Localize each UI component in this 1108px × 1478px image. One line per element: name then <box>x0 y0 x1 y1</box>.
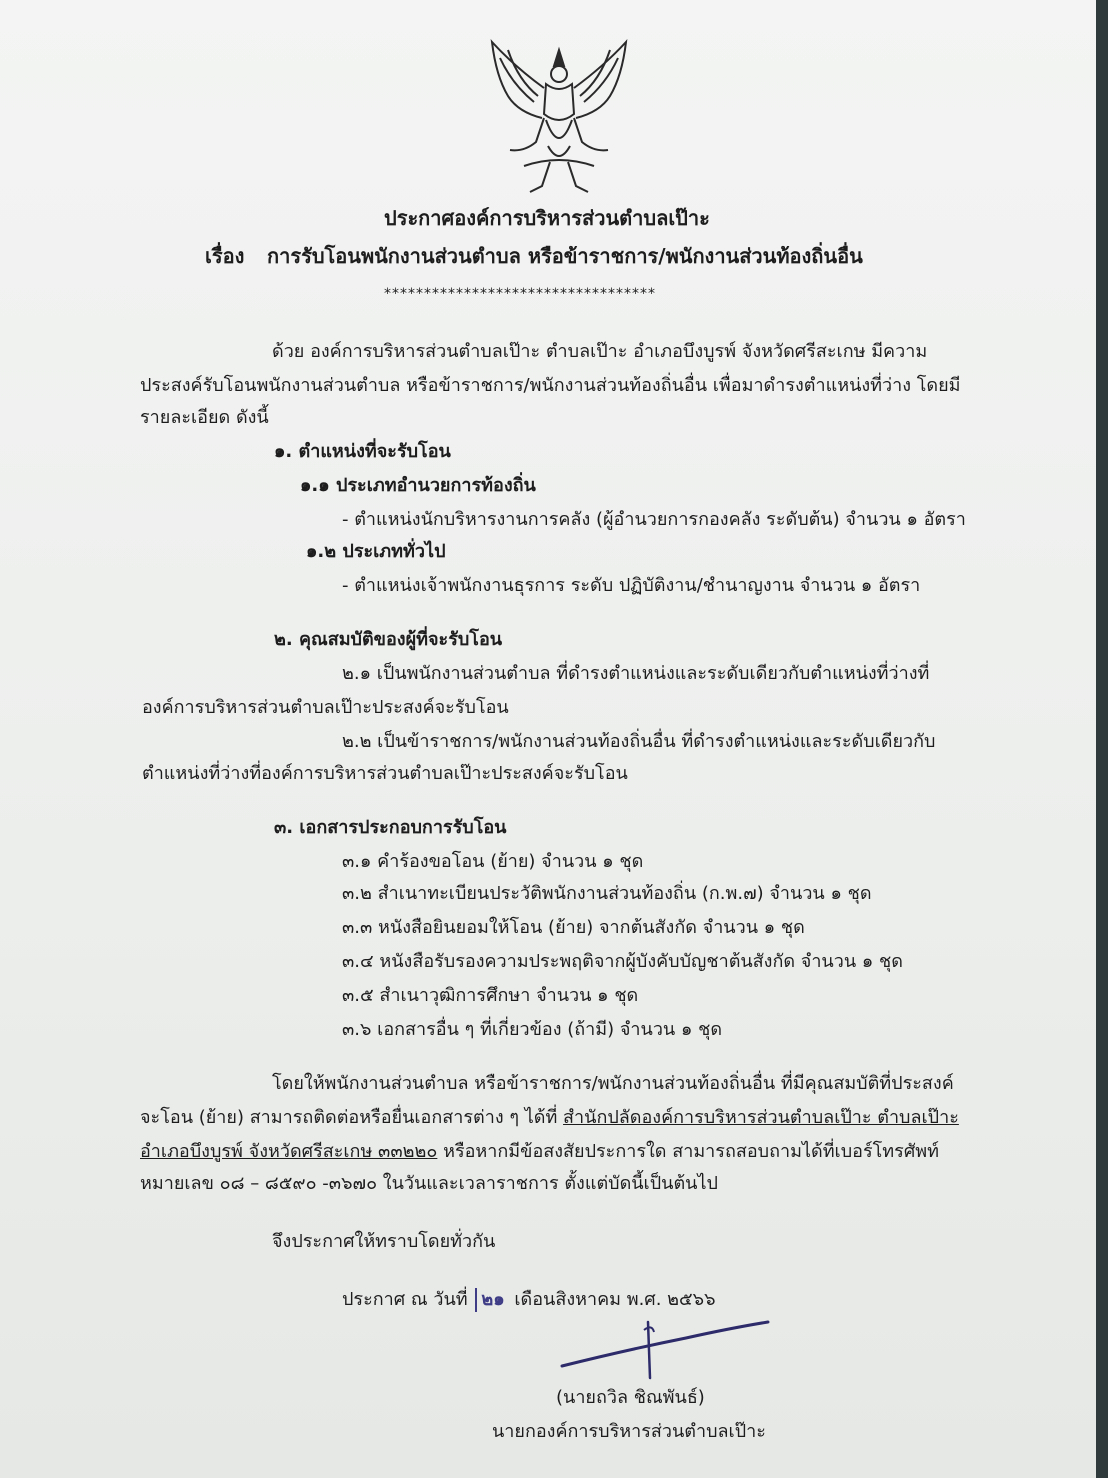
closing-line-1: โดยให้พนักงานส่วนตำบล หรือข้าราชการ/พนักงานส่วนท้องถิ่นอื่น ที่มีคุณสมบัติที่ประสงค์ <box>272 1073 954 1094</box>
section-2-2-line-2: ตำแหน่งที่ว่างที่องค์การบริหารส่วนตำบลเป๊าะประสงค์จะรับโอน <box>142 763 628 784</box>
closing-line-2 <box>140 1106 959 1130</box>
office-address-part-1: สำนักปลัดองค์การบริหารส่วนตำบลเป๊าะ ตำบลเป๊าะ <box>563 1107 959 1128</box>
office-address-part-2: อำเภอบึงบูรพ์ จังหวัดศรีสะเกษ ๓๓๒๒๐ <box>140 1141 438 1162</box>
intro-line-1: ด้วย องค์การบริหารส่วนตำบลเป๊าะ ตำบลเป๊าะ อำเภอบึงบูรพ์ จังหวัดศรีสะเกษ มีความ <box>272 341 928 362</box>
document-item: ๓.๒ สำเนาทะเบียนประวัติพนักงานส่วนท้องถิ่น (ก.พ.๗) จำนวน ๑ ชุด <box>342 883 872 904</box>
section-1-heading: ๑. ตำแหน่งที่จะรับโอน <box>274 441 451 462</box>
signatory-position: นายกองค์การบริหารส่วนตำบลเป๊าะ <box>492 1421 766 1442</box>
subject-prefix: เรื่อง <box>205 244 245 268</box>
signature-mark <box>556 1316 776 1386</box>
date-prefix: ประกาศ ณ วันที่ <box>342 1289 468 1310</box>
date-suffix: เดือนสิงหาคม พ.ศ. ๒๕๖๖ <box>514 1289 716 1310</box>
section-2-1-line-2: องค์การบริหารส่วนตำบลเป๊าะประสงค์จะรับโอน <box>142 697 509 718</box>
section-1-2-item: - ตำแหน่งเจ้าพนักงานธุรการ ระดับ ปฏิบัติงาน/ชำนาญงาน จำนวน ๑ อัตรา <box>342 575 921 596</box>
date-day-handwritten: ๒๑ <box>475 1288 508 1312</box>
document-item: ๓.๓ หนังสือยินยอมให้โอน (ย้าย) จากต้นสังกัด จำนวน ๑ ชุด <box>342 917 805 938</box>
page-title: ประกาศองค์การบริหารส่วนตำบลเป๊าะ <box>384 206 710 230</box>
section-2-1-line-1: ๒.๑ เป็นพนักงานส่วนตำบล ที่ดำรงตำแหน่งและระดับเดียวกับตำแหน่งที่ว่างที่ <box>342 663 930 684</box>
section-1-1-item: - ตำแหน่งนักบริหารงานการคลัง (ผู้อำนวยการกองคลัง ระดับต้น) จำนวน ๑ อัตรา <box>342 509 966 530</box>
closing-line-4: หมายเลข ๐๘ – ๘๕๙๐ -๓๖๗๐ ในวันและเวลาราชการ ตั้งแต่บัดนี้เป็นต้นไป <box>140 1173 718 1194</box>
closing-line-3-text: หรือหากมีข้อสงสัยประการใด สามารถสอบถามได้ที่เบอร์โทรศัพท์ <box>437 1141 939 1162</box>
closing-line-2-text: จะโอน (ย้าย) สามารถติดต่อหรือยื่นเอกสารต่าง ๆ ได้ที่ <box>140 1107 564 1128</box>
intro-line-2: ประสงค์รับโอนพนักงานส่วนตำบล หรือข้าราชการ/พนักงานส่วนท้องถิ่นอื่น เพื่อมาดำรงตำแหน่งที่ว่าง โดยมี <box>140 375 961 396</box>
title-separator: ********************************** <box>384 286 656 302</box>
document-item: ๓.๖ เอกสารอื่น ๆ ที่เกี่ยวข้อง (ถ้ามี) จำนวน ๑ ชุด <box>342 1019 723 1040</box>
signatory-name: (นายถวิล ชิณพันธ์) <box>556 1387 705 1408</box>
announcement-date <box>342 1288 716 1312</box>
section-2-2-line-1: ๒.๒ เป็นข้าราชการ/พนักงานส่วนท้องถิ่นอื่น ที่ดำรงตำแหน่งและระดับเดียวกับ <box>342 731 936 752</box>
announcement-line: จึงประกาศให้ทราบโดยทั่วกัน <box>272 1231 496 1252</box>
garuda-emblem-icon <box>484 36 634 196</box>
document-item: ๓.๔ หนังสือรับรองความประพฤติจากผู้บังคับบัญชาต้นสังกัด จำนวน ๑ ชุด <box>342 951 903 972</box>
section-1-2-heading: ๑.๒ ประเภททั่วไป <box>306 541 446 562</box>
document-item: ๓.๕ สำเนาวุฒิการศึกษา จำนวน ๑ ชุด <box>342 985 639 1006</box>
closing-line-3 <box>140 1140 939 1164</box>
intro-line-3: รายละเอียด ดังนี้ <box>140 407 269 428</box>
section-2-heading: ๒. คุณสมบัติของผู้ที่จะรับโอน <box>274 629 503 650</box>
section-3-heading: ๓. เอกสารประกอบการรับโอน <box>274 817 507 838</box>
subject-line: การรับโอนพนักงานส่วนตำบล หรือข้าราชการ/พนักงานส่วนท้องถิ่นอื่น <box>267 244 863 268</box>
document-item: ๓.๑ คำร้องขอโอน (ย้าย) จำนวน ๑ ชุด <box>342 851 644 872</box>
section-1-1-heading: ๑.๑ ประเภทอำนวยการท้องถิ่น <box>300 475 536 496</box>
